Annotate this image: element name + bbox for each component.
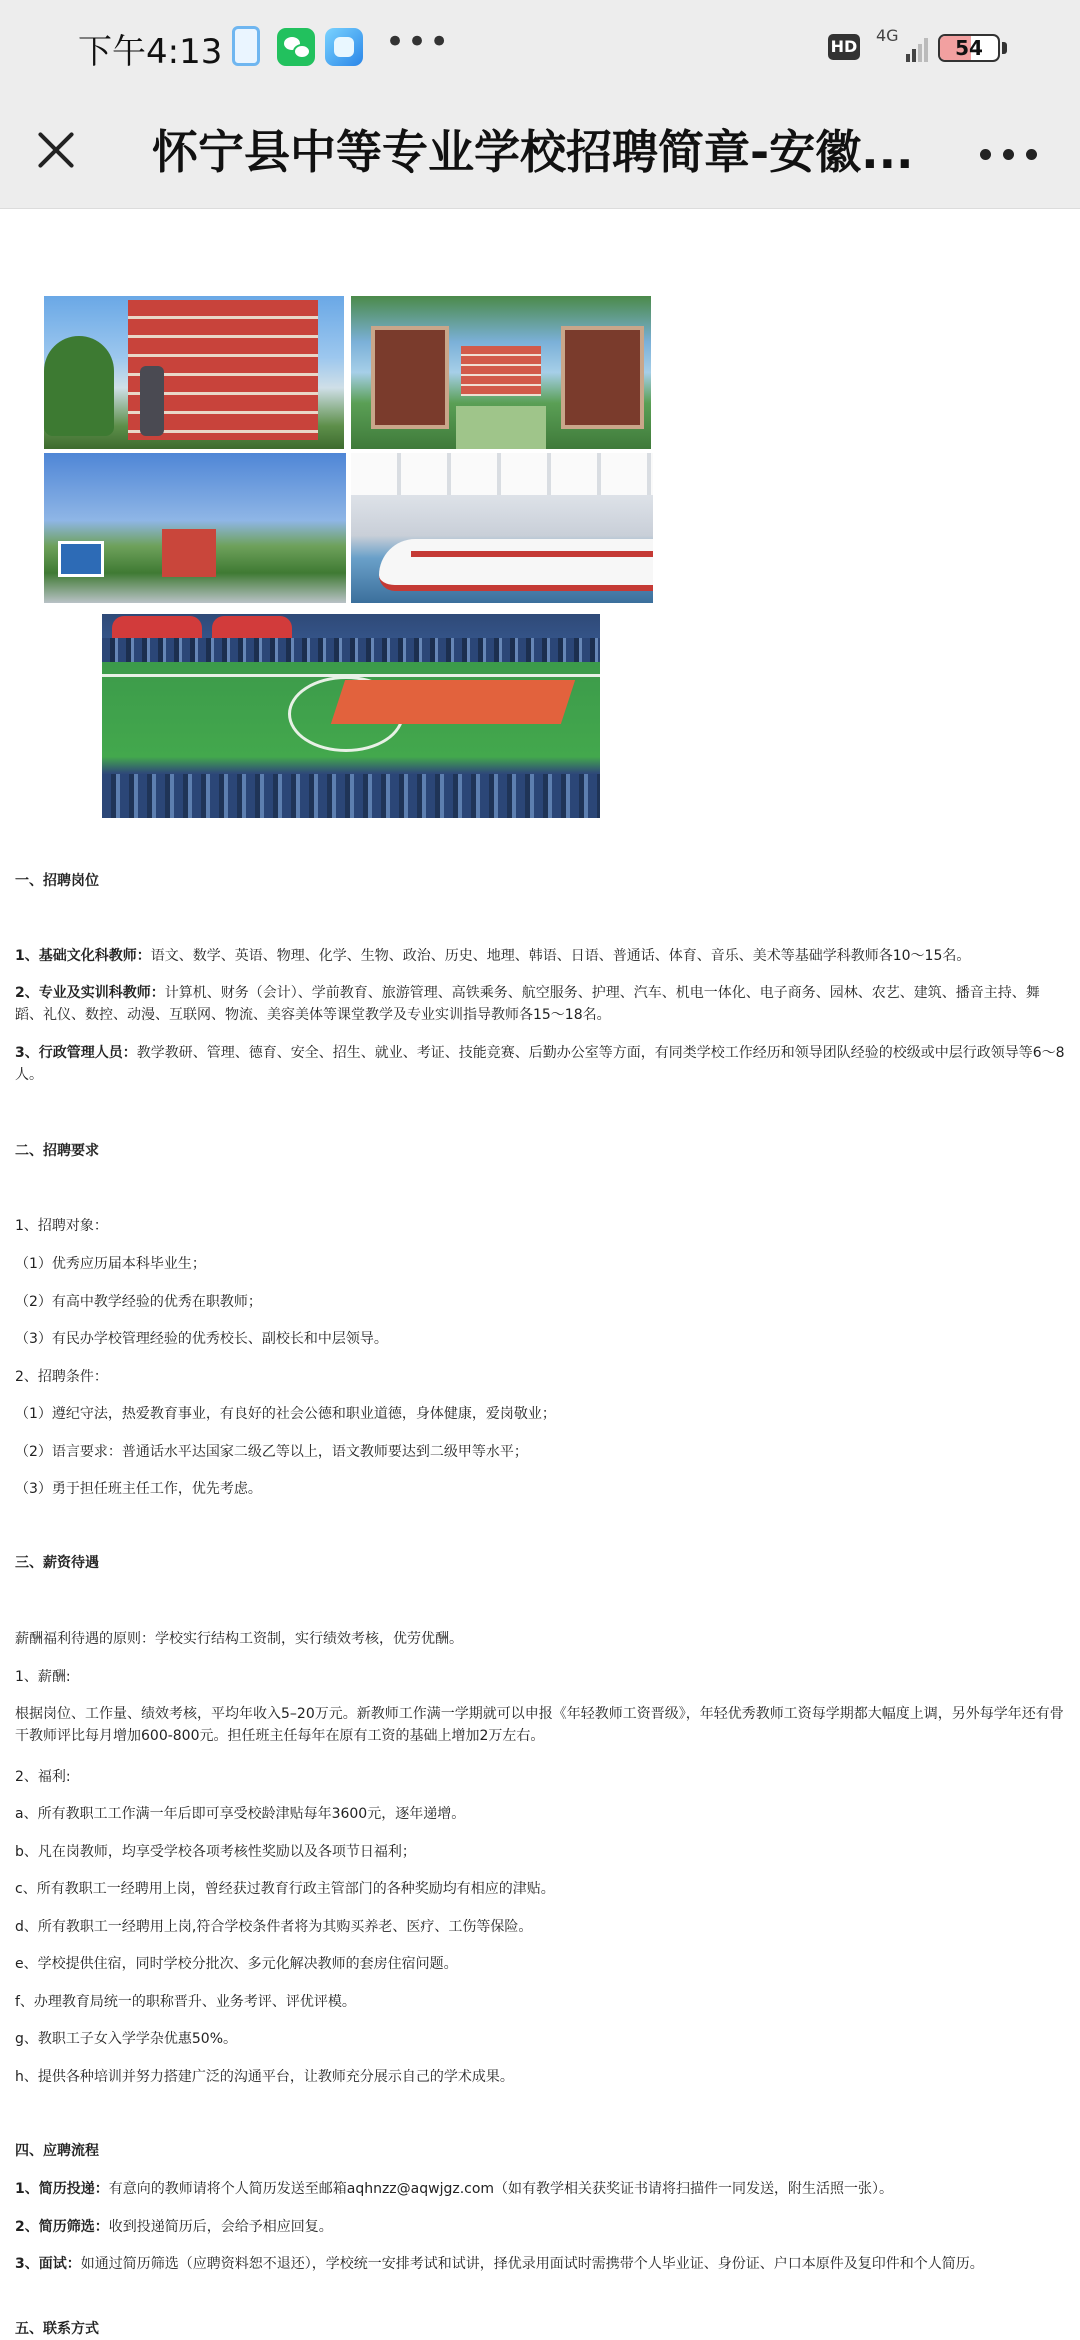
item-label: 1、基础文化科教师：	[15, 948, 151, 964]
hd-badge: HD	[828, 34, 860, 60]
section-title-requirements: 二、招聘要求	[15, 1143, 99, 1159]
page-title: 怀宁县中等专业学校招聘简章-安徽...	[152, 125, 914, 179]
battery-icon	[938, 34, 1000, 62]
item-text: 计算机、财务（会计）、学前教育、旅游管理、高铁乘务、航空服务、护理、汽车、机电一体化、电子商务、园林、农艺、建筑、播音主持、舞蹈、礼仪、数控、动漫、互联网、物流、美容美体等课堂教学及专业实训指导教师各15～18名。	[15, 985, 1040, 1023]
item-text: 如通过简历筛选（应聘资料恕不退还），学校统一安排考试和试讲，择优录用面试时需携带个人毕业证、身份证、户口本原件及复印件和个人简历。	[80, 2256, 984, 2272]
section-title-positions: 一、招聘岗位	[15, 873, 99, 889]
campus-building-photo	[44, 296, 344, 449]
item-text: 语文、数学、英语、物理、化学、生物、政治、历史、地理、韩语、日语、普通话、体育、音乐、美术等基础学科教师各10～15名。	[150, 948, 971, 964]
process-item-2	[15, 2216, 1065, 2238]
requirement-item: （1）优秀应历届本科毕业生；	[15, 1256, 206, 1272]
title-bar	[0, 100, 1080, 209]
app-notification-icon	[325, 28, 363, 66]
status-bar	[0, 0, 1080, 100]
salary-principle: 薪酬福利待遇的原则：学校实行结构工资制，实行绩效考核，优劳优酬。	[15, 1631, 463, 1647]
benefit-item: c、所有教职工一经聘用上岗，曾经获过教育行政主管部门的各种奖励均有相应的津贴。	[15, 1881, 555, 1897]
section-title-salary: 三、薪资待遇	[15, 1555, 99, 1571]
benefit-item: g、教职工子女入学学杂优惠50%。	[15, 2031, 238, 2047]
position-item-1	[15, 945, 1065, 967]
requirement-item: （1）遵纪守法，热爱教育事业，有良好的社会公德和职业道德，身体健康，爱岗敬业；	[15, 1406, 556, 1422]
salary-subhead: 2、福利:	[15, 1769, 71, 1785]
campus-aerial-photo	[44, 453, 346, 603]
section-title-contact: 五、联系方式	[15, 2321, 99, 2337]
status-overflow-dots: •••	[385, 22, 452, 62]
benefit-item: d、所有教职工一经聘用上岗,符合学校条件者将为其购买养老、医疗、工伤等保险。	[15, 1919, 533, 1935]
status-time: 下午4:13	[78, 32, 223, 72]
phone-vibrate-icon	[232, 26, 260, 66]
benefit-item: a、所有教职工工作满一年后即可享受校龄津贴每年3600元，逐年递增。	[15, 1806, 466, 1822]
section-title-process: 四、应聘流程	[15, 2143, 99, 2159]
high-speed-train-photo	[351, 453, 653, 603]
signal-icon	[906, 36, 930, 62]
benefit-item: f、办理教育局统一的职称晋升、业务考评、评优评模。	[15, 1994, 356, 2010]
requirement-item: （3）勇于担任班主任工作，优先考虑。	[15, 1481, 262, 1497]
close-icon[interactable]	[28, 122, 84, 178]
requirement-item: （3）有民办学校管理经验的优秀校长、副校长和中层领导。	[15, 1331, 388, 1347]
requirement-item: （2）有高中教学经验的优秀在职教师；	[15, 1294, 262, 1310]
item-text: 有意向的教师请将个人简历发送至邮箱aqhnzz@aqwjgz.com（如有教学相关获奖证书请将扫描件一同发送，附生活照一张）。	[108, 2181, 894, 2197]
process-item-1	[15, 2178, 1065, 2200]
requirement-subhead: 1、招聘对象：	[15, 1218, 108, 1234]
item-label: 2、简历筛选：	[15, 2219, 109, 2235]
item-label: 3、面试：	[15, 2256, 81, 2272]
network-type: 4G	[876, 26, 899, 45]
process-item-3	[15, 2253, 1065, 2275]
benefit-item: e、学校提供住宿，同时学校分批次、多元化解决教师的套房住宿问题。	[15, 1956, 458, 1972]
campus-gallery-photo	[351, 296, 651, 449]
benefit-item: b、凡在岗教师，均享受学校各项考核性奖励以及各项节日福利；	[15, 1844, 416, 1860]
basketball-game-photo	[102, 614, 600, 818]
item-text: 教学教研、管理、德育、安全、招生、就业、考证、技能竞赛、后勤办公室等方面，有同类学校工作经历和领导团队经验的校级或中层行政领导等6～8人。	[15, 1045, 1065, 1083]
salary-subhead: 1、薪酬:	[15, 1669, 71, 1685]
item-label: 1、简历投递：	[15, 2181, 109, 2197]
requirement-subhead: 2、招聘条件：	[15, 1369, 108, 1385]
wechat-icon	[277, 28, 315, 66]
battery-level-text: 54	[955, 36, 983, 60]
salary-text: 根据岗位、工作量、绩效考核，平均年收入5–20万元。新教师工作满一学期就可以申报《年轻教师工资晋级》，年轻优秀教师工资每学期都大幅度上调，另外每学年还有骨干教师评比每月增加600-800元。担任班主任每年在原有工资的基础上增加2万左右。	[15, 1706, 1064, 1744]
battery-tip	[1002, 42, 1007, 54]
benefit-item: h、提供各种培训并努力搭建广泛的沟通平台，让教师充分展示自己的学术成果。	[15, 2069, 514, 2085]
item-label: 2、专业及实训科教师：	[15, 985, 165, 1001]
item-text: 收到投递简历后，会给予相应回复。	[108, 2219, 333, 2235]
requirement-item: （2）语言要求：普通话水平达国家二级乙等以上，语文教师要达到二级甲等水平；	[15, 1444, 528, 1460]
position-item-3	[15, 1042, 1065, 1086]
more-icon[interactable]	[970, 128, 1050, 180]
item-label: 3、行政管理人员：	[15, 1045, 137, 1061]
position-item-2	[15, 982, 1065, 1026]
